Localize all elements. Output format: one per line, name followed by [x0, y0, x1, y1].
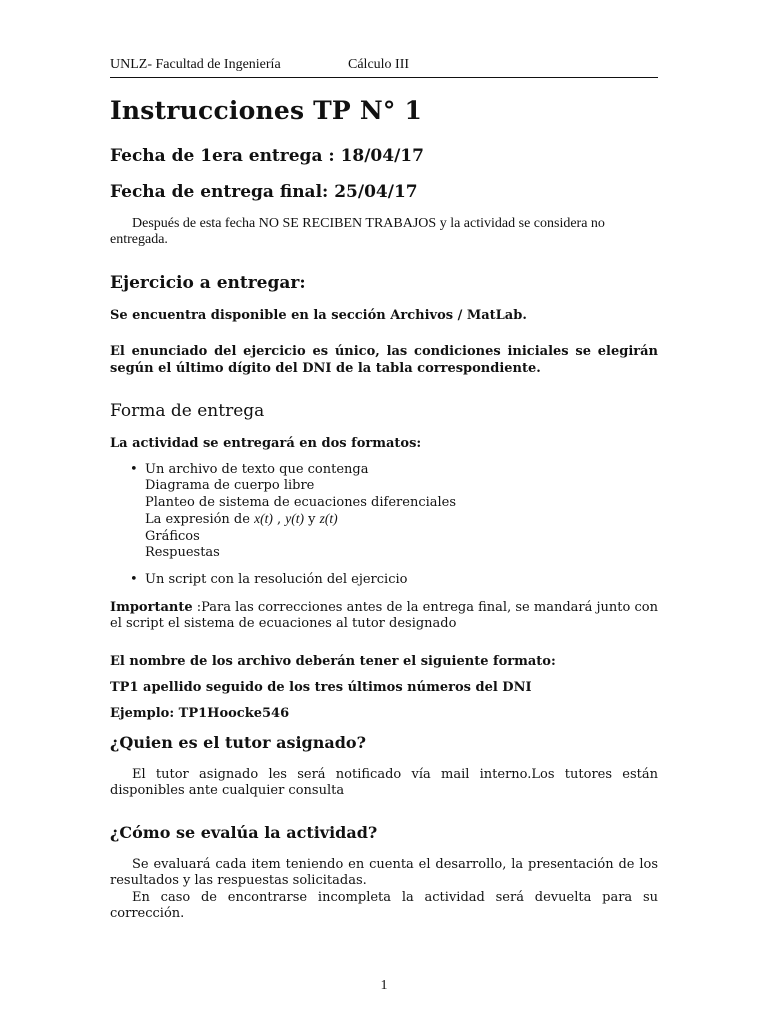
page-header: [110, 57, 658, 78]
evaluation-text: Se evaluará cada item teniendo en cuenta el desarrollo, la presentación de los resultados y las respuestas solicitadas.: [110, 857, 658, 888]
tutor-heading: ¿Quien es el tutor asignado?: [110, 733, 366, 752]
final-delivery-date: Fecha de entrega final: 25/04/17: [110, 182, 418, 202]
evaluation-heading: ¿Cómo se evalúa la actividad?: [110, 823, 378, 842]
course-name: Cálculo III: [348, 57, 410, 72]
filename-example: Ejemplo: TP1Hoocke546: [110, 706, 290, 721]
page-number: 1: [380, 978, 388, 993]
separator: y: [308, 512, 316, 528]
expression-line: [145, 511, 658, 528]
late-delivery-notice: Después de esta fecha NO SE RECIBEN TRABAJOS y la actividad se considera no entregada.: [110, 216, 605, 247]
math-z: z(t): [319, 511, 338, 527]
math-y: y(t): [285, 511, 304, 527]
delivery-form-heading: Forma de entrega: [110, 401, 265, 421]
exercise-heading: Ejercicio a entregar:: [110, 273, 306, 293]
important-text: :Para las correcciones antes de la entrega final, se mandará junto con el script el sistema de ecuaciones al tutor designado: [110, 600, 658, 631]
exercise-statement: El enunciado del ejercicio es único, las condiciones iniciales se elegirán según el último dígito del DNI de la tabla correspondiente.: [110, 344, 658, 376]
delivery-form-intro: La actividad se entregará en dos formatos:: [110, 436, 422, 451]
first-delivery-date: Fecha de 1era entrega : 18/04/17: [110, 146, 424, 166]
important-label: Importante: [110, 600, 193, 615]
expression-prefix: La expresión de: [145, 512, 250, 528]
separator: ,: [276, 512, 282, 528]
filename-rule: El nombre de los archivo deberán tener el siguiente formato:: [110, 654, 556, 669]
document-title: Instrucciones TP N° 1: [110, 96, 423, 125]
list-line: Gráficos: [145, 528, 200, 544]
tutor-text: El tutor asignado les será notificado vía mail interno.Los tutores están disponibles ante cualquier consulta: [110, 767, 658, 798]
list-item: [110, 462, 658, 561]
institution-name: UNLZ- Facultad de Ingeniería: [110, 57, 281, 72]
list-line: Un archivo de texto que contenga: [145, 462, 369, 477]
list-line: Respuestas: [145, 545, 220, 561]
delivery-formats-list-2: [110, 572, 658, 588]
list-line: Diagrama de cuerpo libre: [145, 478, 315, 494]
list-line: Planteo de sistema de ecuaciones diferenciales: [145, 494, 457, 510]
bullet-icon: •: [130, 572, 138, 587]
exercise-location: Se encuentra disponible en la sección Archivos / MatLab.: [110, 308, 527, 323]
list-line: Un script con la resolución del ejercicio: [145, 572, 408, 587]
document-page: [110, 0, 658, 1024]
evaluation-text-2: En caso de encontrarse incompleta la actividad será devuelta para su corrección.: [110, 890, 658, 921]
important-note: [110, 600, 658, 632]
math-x: x(t): [254, 511, 273, 527]
filename-format: TP1 apellido seguido de los tres últimos números del DNI: [110, 680, 532, 695]
bullet-icon: •: [130, 462, 138, 477]
list-item: [110, 572, 658, 588]
delivery-formats-list: [110, 462, 658, 561]
